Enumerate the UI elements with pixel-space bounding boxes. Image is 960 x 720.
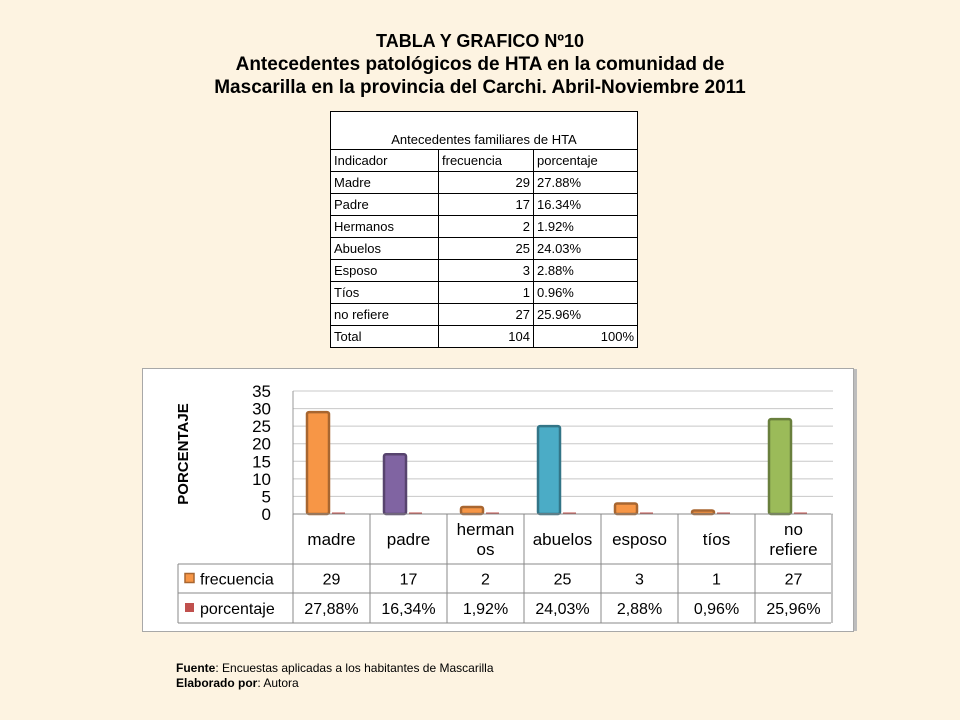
table-header: frecuencia xyxy=(439,150,534,172)
x-category-label: madre xyxy=(307,530,356,549)
x-category-label: padre xyxy=(386,530,431,549)
table-caption: Antecedentes familiares de HTA xyxy=(331,112,638,150)
bar-frecuencia xyxy=(769,419,791,514)
indicador-cell: Esposo xyxy=(331,260,439,282)
frecuencia-cell: 2 xyxy=(439,216,534,238)
table-caption-row xyxy=(331,112,638,150)
y-axis-title: PORCENTAJE xyxy=(175,403,192,505)
frecuencia-cell: 17 xyxy=(439,194,534,216)
table-row xyxy=(331,282,638,304)
y-tick-label: 20 xyxy=(252,434,271,454)
x-category-label: os xyxy=(476,540,495,559)
x-category-label: herman xyxy=(456,520,515,539)
data-value-label: 1 xyxy=(712,571,721,589)
y-tick-label: 0 xyxy=(261,505,271,524)
author-label: Elaborado por xyxy=(176,676,258,690)
title-line-3: Mascarilla en la provincia del Carchi. Abril-Noviembre 2011 xyxy=(214,77,746,98)
indicador-cell: Abuelos xyxy=(331,238,439,260)
author-line xyxy=(176,676,494,691)
data-value-label: 2,88% xyxy=(616,601,663,618)
footer xyxy=(176,661,494,691)
data-value-label: 17 xyxy=(399,571,418,589)
data-value-label: 25,96% xyxy=(766,601,821,618)
title-block xyxy=(0,30,960,99)
frecuencia-cell: 25 xyxy=(439,238,534,260)
porcentaje-cell: 25.96% xyxy=(534,304,638,326)
x-category-label: tíos xyxy=(702,530,731,549)
y-tick-label: 15 xyxy=(252,452,271,472)
data-value-label: 29 xyxy=(322,571,341,589)
frecuencia-cell: 104 xyxy=(439,326,534,348)
x-category-label: refiere xyxy=(769,540,818,559)
frecuencia-cell: 29 xyxy=(439,172,534,194)
porcentaje-cell: 16.34% xyxy=(534,194,638,216)
porcentaje-cell: 2.88% xyxy=(534,260,638,282)
source-line xyxy=(176,661,494,676)
table-row xyxy=(331,172,638,194)
y-tick-label: 5 xyxy=(261,487,271,507)
bar-frecuencia xyxy=(307,412,329,514)
porcentaje-cell: 100% xyxy=(534,326,638,348)
source-label: Fuente xyxy=(176,661,216,675)
table-row xyxy=(331,304,638,326)
porcentaje-cell: 0.96% xyxy=(534,282,638,304)
data-value-label: 16,34% xyxy=(381,601,436,618)
table-header-row xyxy=(331,150,638,172)
author-text: : Autora xyxy=(257,676,299,690)
x-category-label: no xyxy=(784,520,803,539)
chart-panel xyxy=(142,368,854,632)
indicador-cell: Total xyxy=(331,326,439,348)
data-value-label: 25 xyxy=(553,571,572,589)
source-text: : Encuestas aplicadas a los habitantes de Mascarilla xyxy=(215,661,494,675)
bar-frecuencia xyxy=(538,426,560,514)
table-header: Indicador xyxy=(331,150,439,172)
data-value-label: 2 xyxy=(481,571,490,589)
legend-key-porcentaje xyxy=(185,603,194,612)
bar-frecuencia xyxy=(615,503,637,514)
bar-chart xyxy=(143,369,853,631)
frecuencia-cell: 3 xyxy=(439,260,534,282)
indicador-cell: no refiere xyxy=(331,304,439,326)
data-value-label: 27,88% xyxy=(304,601,359,618)
table-row xyxy=(331,194,638,216)
indicador-cell: Madre xyxy=(331,172,439,194)
y-tick-label: 30 xyxy=(252,399,271,419)
table-row xyxy=(331,216,638,238)
frequency-table xyxy=(330,111,638,348)
porcentaje-cell: 27.88% xyxy=(534,172,638,194)
title-line-2: Antecedentes patológicos de HTA en la comunidad de xyxy=(235,54,725,75)
frecuencia-cell: 1 xyxy=(439,282,534,304)
bar-frecuencia xyxy=(692,510,714,514)
data-value-label: 0,96% xyxy=(693,601,740,618)
y-tick-label: 25 xyxy=(252,417,271,437)
x-category-label: abuelos xyxy=(532,530,593,549)
data-value-label: 27 xyxy=(784,571,803,589)
indicador-cell: Padre xyxy=(331,194,439,216)
table-total-row xyxy=(331,326,638,348)
y-tick-label: 10 xyxy=(252,469,271,489)
data-value-label: 3 xyxy=(635,571,644,589)
porcentaje-cell: 1.92% xyxy=(534,216,638,238)
frecuencia-cell: 27 xyxy=(439,304,534,326)
x-category-label: esposo xyxy=(612,530,667,549)
table-header: porcentaje xyxy=(534,150,638,172)
table-row xyxy=(331,238,638,260)
legend-label-frecuencia: frecuencia xyxy=(200,571,274,589)
y-tick-label: 35 xyxy=(252,382,271,401)
legend-key-frecuencia xyxy=(185,574,194,583)
bar-frecuencia xyxy=(461,507,483,514)
indicador-cell: Hermanos xyxy=(331,216,439,238)
porcentaje-cell: 24.03% xyxy=(534,238,638,260)
data-value-label: 24,03% xyxy=(535,601,590,618)
data-value-label: 1,92% xyxy=(462,601,509,618)
legend-label-porcentaje: porcentaje xyxy=(200,601,275,618)
table-row xyxy=(331,260,638,282)
title-line-1: TABLA Y GRAFICO Nº10 xyxy=(376,31,584,51)
bar-frecuencia xyxy=(384,454,406,514)
indicador-cell: Tíos xyxy=(331,282,439,304)
